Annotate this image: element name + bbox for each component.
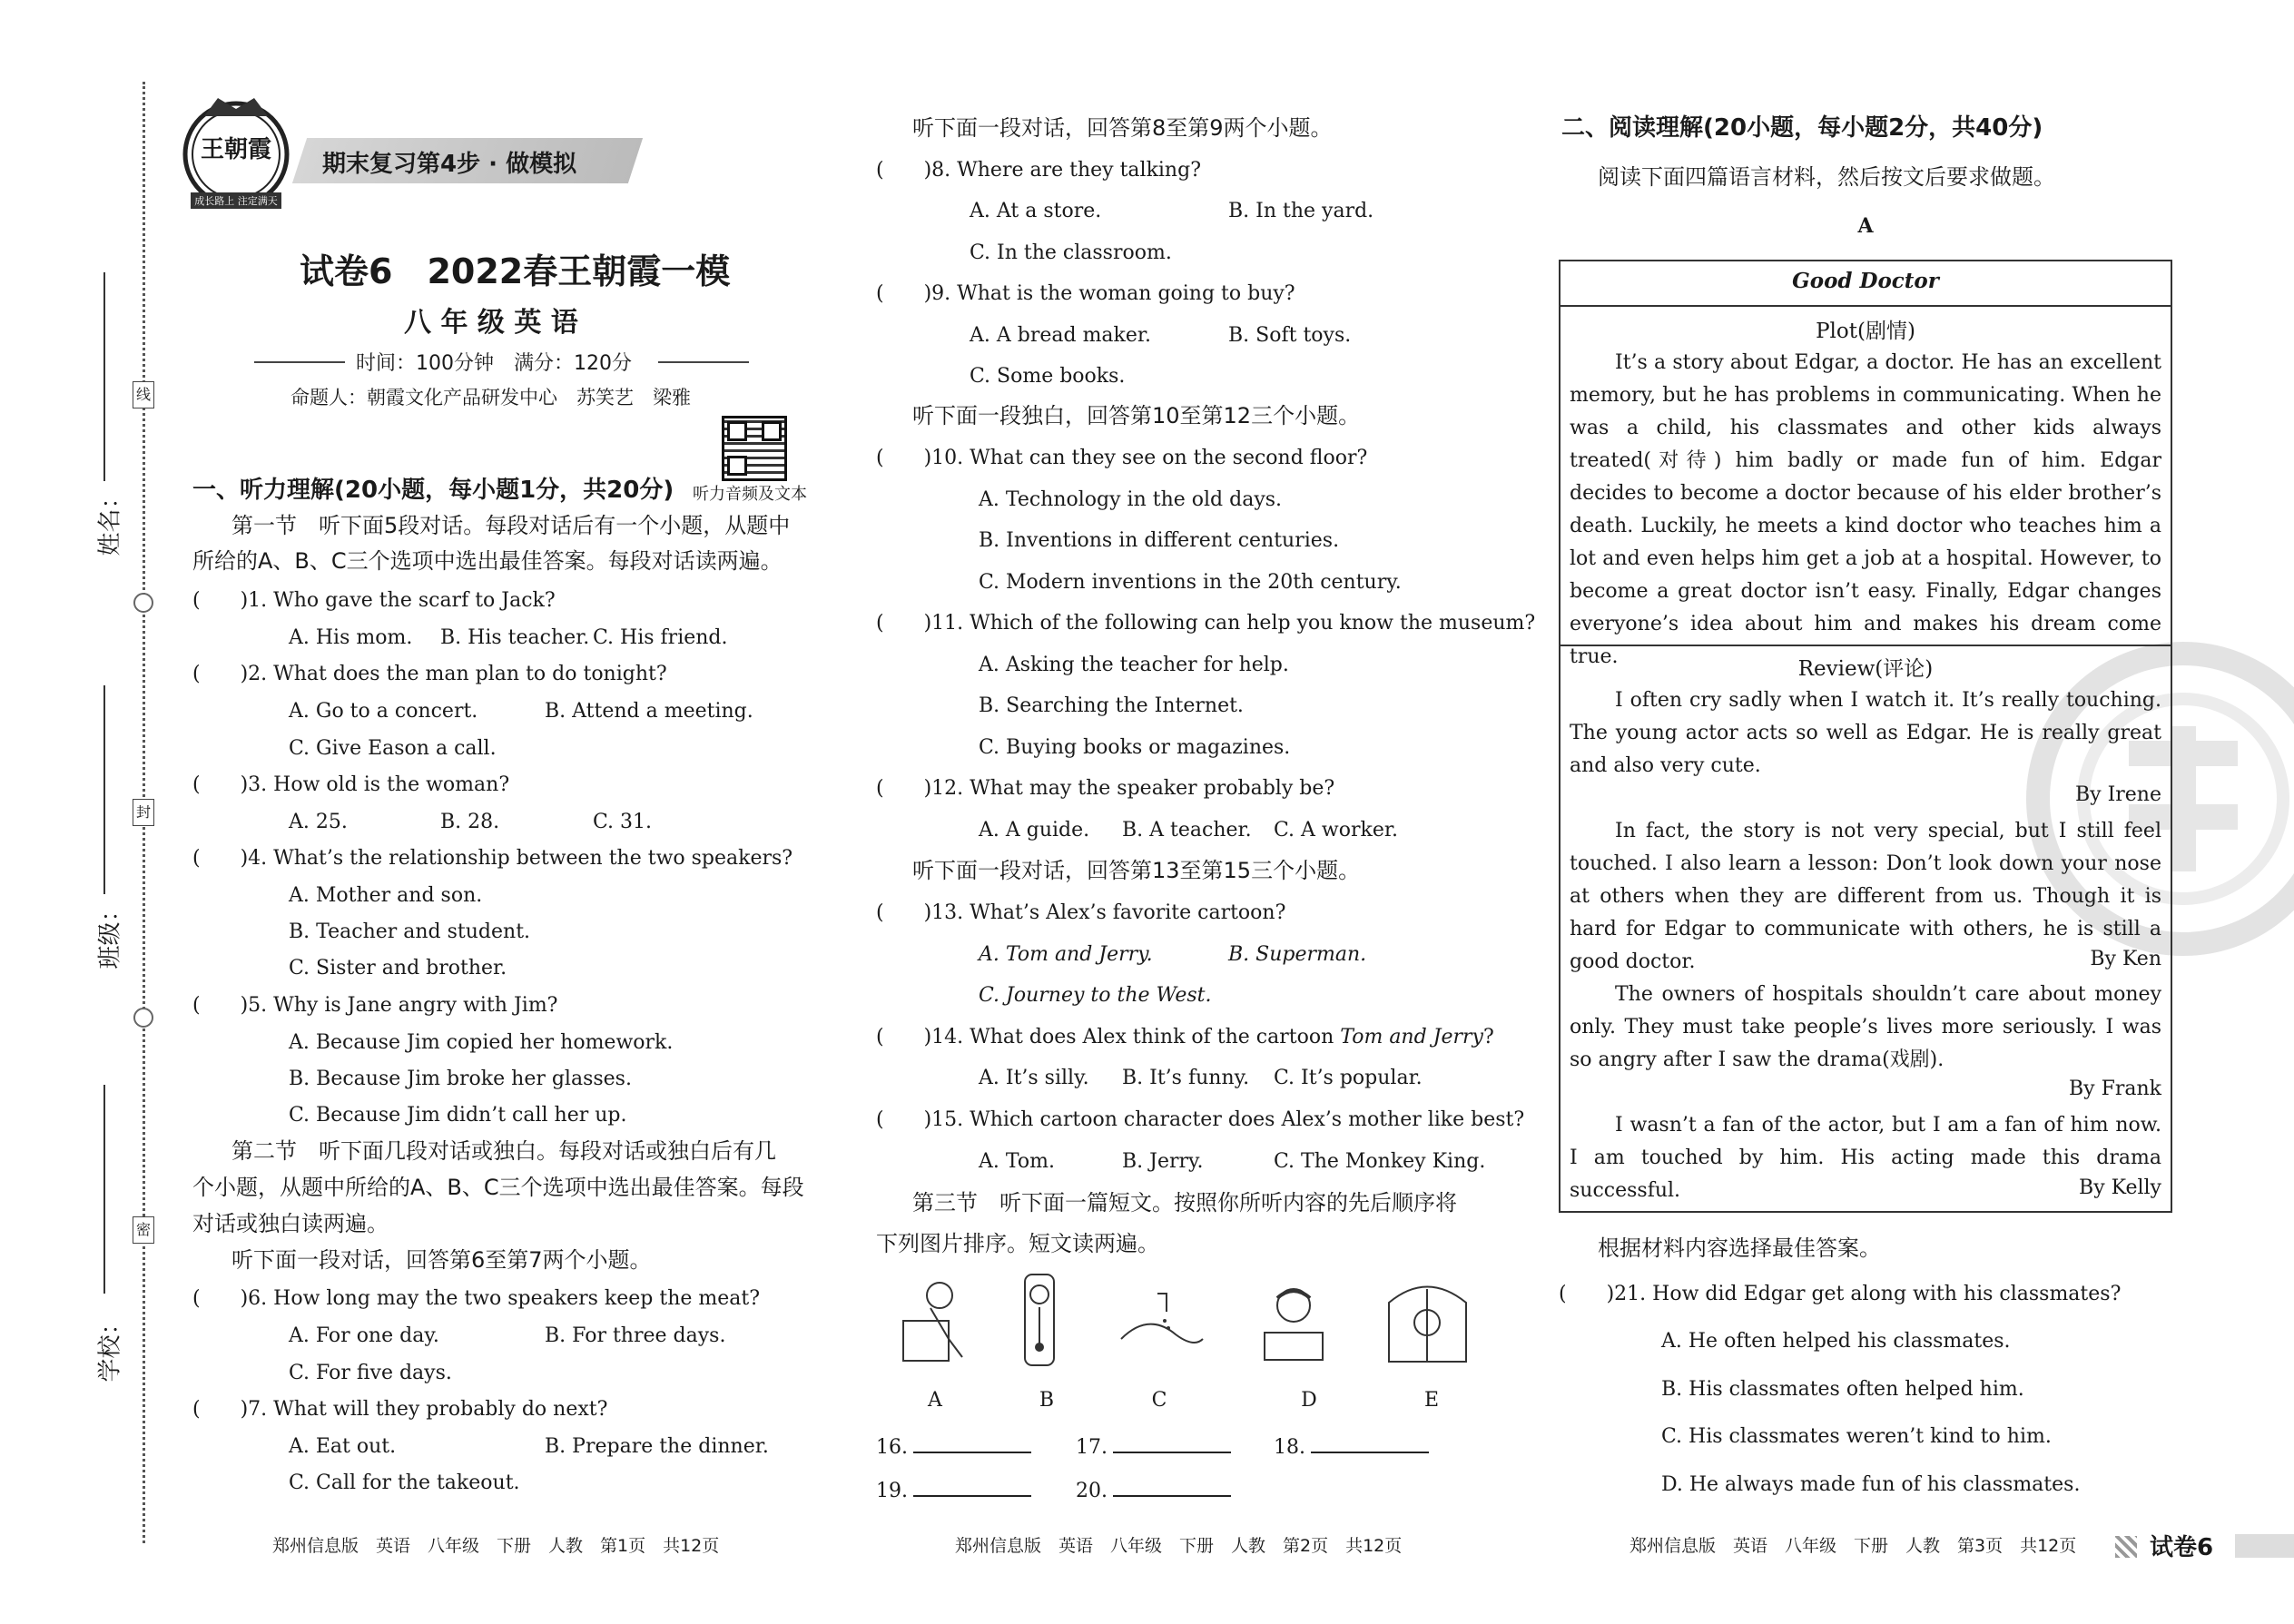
picture-label: E xyxy=(1423,1389,1440,1412)
q15-option-a[interactable]: A. Tom. xyxy=(979,1150,1055,1173)
q4-option-c[interactable]: C. Sister and brother. xyxy=(289,957,507,979)
class-field[interactable] xyxy=(103,685,105,894)
answer-blank-16[interactable]: 16. xyxy=(876,1430,1031,1462)
plot-text: It’s a story about Edgar, a doctor. He has an excellent memory, but he has problems in communicating. When he was a child, his classmates and other kids always treated(对待) him badly or made fun of him. Edgar decides to become a doctor because of his elder brother’s death. Luckily, he meets a kind doctor who teaches him a lot and even helps him get a job at a hospital. However, to become a great doctor isn’t easy. Finally, Edgar changes everyone’s idea about him and makes his dream come true. xyxy=(1570,351,2161,668)
question-12: ( )12. What may the speaker probably be? xyxy=(876,777,1335,800)
authors: 命题人：朝霞文化产品研发中心 苏笑艺 梁雅 xyxy=(290,387,691,408)
class-label: 班级： xyxy=(96,898,124,969)
dialogue-intro: 听下面一段对话，回答第8至第9两个小题。 xyxy=(912,115,1333,141)
q9-option-c[interactable]: C. Some books. xyxy=(970,365,1126,388)
answer-blank-20[interactable]: 20. xyxy=(1076,1473,1231,1505)
part1-intro: 第一节 听下面5段对话。每段对话后有一个小题，从题中 xyxy=(231,513,791,538)
q13-option-b[interactable]: B. Superman. xyxy=(1228,943,1367,966)
question-3: ( )3. How old is the woman? xyxy=(192,773,510,796)
answer-blank-17[interactable]: 17. xyxy=(1076,1430,1231,1462)
q7-option-c[interactable]: C. Call for the takeout. xyxy=(289,1471,520,1494)
q9-option-a[interactable]: A. A bread maker. xyxy=(970,324,1151,347)
review-4: I wasn’t a fan of the actor, but I am a fan of him now. I am touched by him. His acting made this drama successful. xyxy=(1570,1114,2161,1202)
answer-blank-19[interactable]: 19. xyxy=(876,1473,1031,1505)
q13-option-c[interactable]: C. Journey to the West. xyxy=(979,984,1212,1007)
binding-hole xyxy=(133,1008,153,1028)
q14-cartoon-title: Tom and Jerry xyxy=(1340,1026,1483,1048)
q11-option-a[interactable]: A. Asking the teacher for help. xyxy=(979,654,1289,676)
q9-option-b[interactable]: B. Soft toys. xyxy=(1228,324,1352,347)
binding-hole xyxy=(133,593,153,613)
q14-option-c[interactable]: C. It’s popular. xyxy=(1274,1067,1423,1089)
name-label: 姓名： xyxy=(96,485,124,556)
q21-option-d[interactable]: D. He always made fun of his classmates. xyxy=(1661,1473,2081,1496)
divider-left xyxy=(254,361,345,363)
question-13: ( )13. What’s Alex’s favorite cartoon? xyxy=(876,901,1286,924)
q6-option-b[interactable]: B. For three days. xyxy=(545,1324,726,1347)
q7-option-b[interactable]: B. Prepare the dinner. xyxy=(545,1435,769,1458)
question-14 xyxy=(876,1024,1494,1051)
exam-title: 试卷6 2022春王朝霞一模 xyxy=(300,251,731,291)
seal-char-mi: 密 xyxy=(133,1216,154,1244)
seal-char-xian: 线 xyxy=(133,381,154,408)
answer-blank-18[interactable]: 18. xyxy=(1274,1430,1429,1462)
seal-char-feng: 封 xyxy=(133,799,154,826)
q12-option-c[interactable]: C. A worker. xyxy=(1274,819,1398,842)
question-7: ( )7. What will they probably do next? xyxy=(192,1398,608,1421)
part1-intro: 所给的A、B、C三个选项中选出最佳答案。每段对话读两遍。 xyxy=(192,548,783,574)
q1-option-a[interactable]: A. His mom. xyxy=(289,626,413,649)
q15-option-b[interactable]: B. Jerry. xyxy=(1122,1150,1204,1173)
question-4: ( )4. What’s the relationship between the two speakers? xyxy=(192,847,793,870)
q13-option-a[interactable]: A. Tom and Jerry. xyxy=(979,943,1153,966)
question-10: ( )10. What can they see on the second floor? xyxy=(876,447,1368,469)
q14-option-a[interactable]: A. It’s silly. xyxy=(979,1067,1089,1089)
section-2-title: 二、阅读理解(20小题，每小题2分，共40分) xyxy=(1561,114,2043,142)
question-5: ( )5. Why is Jane angry with Jim? xyxy=(192,994,558,1017)
reading-instruction: 阅读下面四篇语言材料，然后按文后要求做题。 xyxy=(1598,164,2055,190)
q5-option-b[interactable]: B. Because Jim broke her glasses. xyxy=(289,1068,632,1090)
q2-option-b[interactable]: B. Attend a meeting. xyxy=(545,700,753,723)
q10-option-b[interactable]: B. Inventions in different centuries. xyxy=(979,529,1340,552)
question-1: ( )1. Who gave the scarf to Jack? xyxy=(192,589,556,612)
question-11: ( )11. Which of the following can help you know the museum? xyxy=(876,612,1536,635)
review-2: In fact, the story is not very special, but I still feel touched. I also learn a lesson: Don’t look down your nose at others when they are different from us. Though it is hard for Edgar to communicate with others, he is still a good doctor. xyxy=(1570,820,2161,973)
choose-instruction: 根据材料内容选择最佳答案。 xyxy=(1598,1235,1881,1261)
banner-title: 期末复习第4步 · 做模拟 xyxy=(322,151,577,178)
qr-code[interactable] xyxy=(722,416,787,481)
logo-slogan: 成长路上 注定满天 xyxy=(194,195,278,207)
q11-option-b[interactable]: B. Searching the Internet. xyxy=(979,694,1244,717)
q10-option-a[interactable]: A. Technology in the old days. xyxy=(979,488,1283,511)
q6-option-a[interactable]: A. For one day. xyxy=(289,1324,439,1347)
logo-text: 王朝霞 xyxy=(200,136,271,163)
q3-option-b[interactable]: B. 28. xyxy=(440,811,500,833)
q4-option-a[interactable]: A. Mother and son. xyxy=(289,884,483,907)
page-footer: 郑州信息版 英语 八年级 下册 人教 第3页 共12页 xyxy=(1629,1536,2077,1556)
box-divider xyxy=(1561,645,2171,646)
q5-option-c[interactable]: C. Because Jim didn’t call her up. xyxy=(289,1104,627,1127)
part3-intro: 第三节 听下面一篇短文。按照你所听内容的先后顺序将 xyxy=(912,1190,1457,1216)
q2-option-c[interactable]: C. Give Eason a call. xyxy=(289,737,497,760)
q8-option-b[interactable]: B. In the yard. xyxy=(1228,200,1374,222)
q1-option-b[interactable]: B. His teacher. xyxy=(440,626,590,649)
review-3: The owners of hospitals shouldn’t care about money only. They must take people’s lives more seriously. I was so angry after I saw the drama(戏剧). xyxy=(1570,983,2161,1071)
picture-label: B xyxy=(1039,1389,1055,1412)
q6-option-c[interactable]: C. For five days. xyxy=(289,1362,452,1384)
q2-option-a[interactable]: A. Go to a concert. xyxy=(289,700,478,723)
logo xyxy=(177,91,295,218)
corner-bar xyxy=(2235,1534,2294,1558)
q10-option-c[interactable]: C. Modern inventions in the 20th century. xyxy=(979,571,1402,594)
q21-option-a[interactable]: A. He often helped his classmates. xyxy=(1661,1330,2011,1353)
q11-option-c[interactable]: C. Buying books or magazines. xyxy=(979,736,1291,759)
question-8: ( )8. Where are they talking? xyxy=(876,159,1201,182)
passage-title: Good Doctor xyxy=(1792,269,1939,293)
question-9: ( )9. What is the woman going to buy? xyxy=(876,282,1295,305)
corner-pattern xyxy=(2115,1536,2137,1558)
plot-heading: Plot(剧情) xyxy=(1816,320,1915,343)
q5-option-a[interactable]: A. Because Jim copied her homework. xyxy=(289,1031,674,1054)
q14-end: ? xyxy=(1482,1026,1494,1048)
school-field[interactable] xyxy=(103,1085,105,1294)
q21-option-b[interactable]: B. His classmates often helped him. xyxy=(1661,1378,2024,1401)
q8-option-c[interactable]: C. In the classroom. xyxy=(970,241,1172,264)
reviewer-1: By Irene xyxy=(2074,783,2161,806)
picture-label: D xyxy=(1301,1389,1317,1412)
picture-label: A xyxy=(928,1389,942,1412)
picture-e-boy-at-window xyxy=(1380,1275,1475,1366)
question-6: ( )6. How long may the two speakers keep the meat? xyxy=(192,1287,761,1310)
q12-option-b[interactable]: B. A teacher. xyxy=(1122,819,1252,842)
part2-intro: 第二节 听下面几段对话或独白。每段对话或独白后有几 xyxy=(231,1138,776,1164)
reviewer-4: By Kelly xyxy=(2079,1176,2161,1199)
review-1: I often cry sadly when I watch it. It’s really touching. The young actor acts so well as Edgar. He is really great and also very cute. xyxy=(1570,689,2161,777)
dialogue-intro: 听下面一段对话，回答第6至第7两个小题。 xyxy=(231,1247,652,1273)
section-1-title: 一、听力理解(20小题，每小题1分，共20分) xyxy=(192,477,674,504)
part2-intro: 对话或独白读两遍。 xyxy=(192,1211,389,1236)
q14-option-b[interactable]: B. It’s funny. xyxy=(1122,1067,1250,1089)
question-21: ( )21. How did Edgar get along with his classmates? xyxy=(1559,1283,2122,1305)
name-field[interactable] xyxy=(103,272,105,481)
qr-caption: 听力音频及文本 xyxy=(693,485,807,504)
question-15: ( )15. Which cartoon character does Alex’s mother like best? xyxy=(876,1108,1525,1131)
part3-intro: 下列图片排序。短文读两遍。 xyxy=(876,1231,1159,1256)
picture-d-boy-eating xyxy=(1257,1280,1330,1366)
picture-b-clock xyxy=(1012,1271,1067,1371)
divider-right xyxy=(658,361,749,363)
picture-c-washing-hands xyxy=(1112,1284,1212,1362)
q7-option-a[interactable]: A. Eat out. xyxy=(289,1435,397,1458)
part2-intro: 个小题，从题中所给的A、B、C三个选项中选出最佳答案。每段 xyxy=(192,1175,804,1200)
question-2: ( )2. What does the man plan to do tonight? xyxy=(192,663,667,685)
picture-a-boy-with-box xyxy=(894,1275,976,1366)
reviewer-3: By Frank xyxy=(2069,1078,2161,1100)
reviewer-2: By Ken xyxy=(2090,948,2161,970)
q4-option-b[interactable]: B. Teacher and student. xyxy=(289,920,531,943)
q8-option-a[interactable]: A. At a store. xyxy=(970,200,1102,222)
q12-option-a[interactable]: A. A guide. xyxy=(979,819,1090,842)
monologue-intro: 听下面一段独白，回答第10至第12三个小题。 xyxy=(912,403,1361,428)
time-score: 时间：100分钟 满分：120分 xyxy=(356,352,632,375)
subject-title: 八 年 级 英 语 xyxy=(404,307,578,339)
picture-label: C xyxy=(1151,1389,1167,1412)
q14-text: ( )14. What does Alex think of the cartoon xyxy=(876,1026,1341,1048)
box-divider xyxy=(1561,305,2171,307)
school-label: 学校： xyxy=(96,1311,124,1383)
q15-option-c[interactable]: C. The Monkey King. xyxy=(1274,1150,1486,1173)
corner-label: 试卷6 xyxy=(2150,1534,2214,1561)
dialogue-intro: 听下面一段对话，回答第13至第15三个小题。 xyxy=(912,858,1361,883)
q1-option-c[interactable]: C. His friend. xyxy=(593,626,728,649)
q3-option-c[interactable]: C. 31. xyxy=(593,811,653,833)
passage-letter: A xyxy=(1857,214,1874,238)
q3-option-a[interactable]: A. 25. xyxy=(289,811,348,833)
q21-option-c[interactable]: C. His classmates weren’t kind to him. xyxy=(1661,1425,2052,1448)
review-heading: Review(评论) xyxy=(1797,657,1934,681)
page-footer: 郑州信息版 英语 八年级 下册 人教 第1页 共12页 xyxy=(272,1536,720,1556)
passage-box xyxy=(1559,260,2172,1213)
page-footer: 郑州信息版 英语 八年级 下册 人教 第2页 共12页 xyxy=(955,1536,1403,1556)
